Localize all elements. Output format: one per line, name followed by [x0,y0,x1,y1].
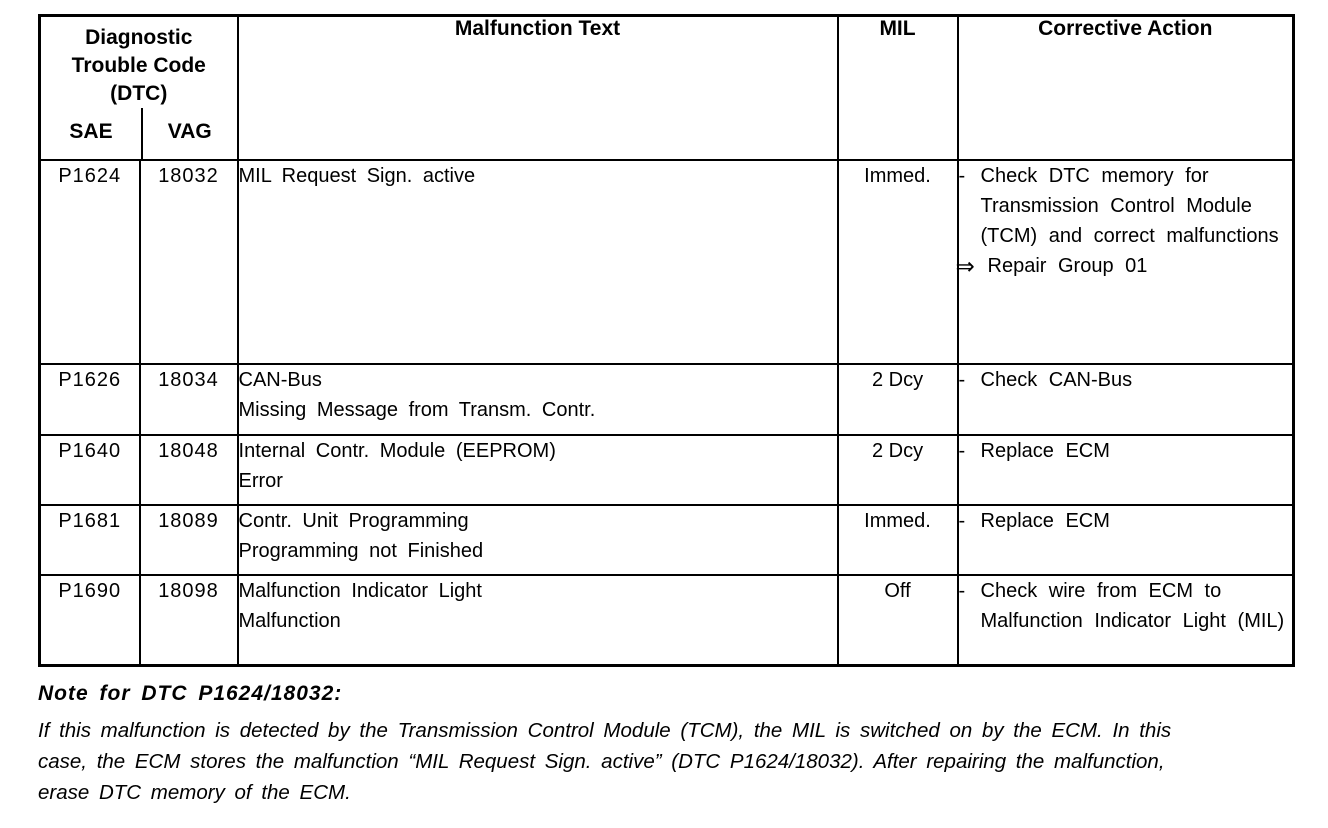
header-cell-corrective-action: Corrective Action [958,16,1294,161]
sae-code: P1640 [40,435,140,505]
corrective-text: Replace ECM [980,440,1110,462]
table-row-p1626 [40,364,1294,435]
dash-bullet: - [958,580,966,602]
table-header-row [40,16,1294,161]
malfunction-text-cell [238,364,838,435]
malfunction-line: Malfunction Indicator Light [238,580,482,602]
malfunction-line: Internal Contr. Module (EEPROM) [238,440,556,462]
dtc-subheaders [41,108,237,159]
repair-group-text: Repair Group 01 [987,255,1148,277]
table-row-p1640 [40,435,1294,505]
vag-code: 18048 [140,435,238,505]
arrow-right-icon: ⇒ [955,253,975,279]
corrective-text: Check DTC memory for Transmission Control Module (TCM) and correct malfunctions [980,165,1279,247]
corrective-action-cell [958,505,1294,575]
note-line: erase DTC memory of the ECM. [38,781,351,804]
corrective-text: Check wire from ECM to Malfunction Indicator Light (MIL) [980,580,1285,632]
malfunction-line: Missing Message from Transm. Contr. [238,399,596,421]
repair-group-reference [956,251,1293,281]
header-cell-mil: MIL [838,16,958,161]
sae-code: P1690 [40,575,140,665]
sae-code: P1624 [40,160,140,364]
note-body [38,715,1300,808]
malfunction-line: Contr. Unit Programming [238,510,469,532]
corrective-dash-item [959,365,1293,395]
table-row-p1690 [40,575,1294,665]
corrective-text: Replace ECM [980,510,1110,532]
sae-code: P1681 [40,505,140,575]
vag-code: 18089 [140,505,238,575]
note-line: case, the ECM stores the malfunction “MIL Request Sign. active” (DTC P1624/18032). After repairing the malfunction, [38,750,1165,773]
dash-bullet: - [958,440,966,462]
header-cell-vag: VAG [141,108,237,159]
dash-bullet: - [958,369,966,391]
corrective-action-cell [958,364,1294,435]
corrective-dash-item [959,161,1293,251]
dash-bullet: - [958,510,966,532]
corrective-action-cell [955,160,1294,364]
header-cell-malfunction-text: Malfunction Text [238,16,838,161]
dash-bullet: - [958,165,966,187]
note-line: If this malfunction is detected by the Transmission Control Module (TCM), the MIL is switched on by the ECM. In this [38,719,1172,742]
corrective-dash-item [959,576,1293,636]
malfunction-text-cell [238,575,838,665]
corrective-dash-item [959,506,1293,536]
mil-status: 2 Dcy [838,435,958,505]
corrective-text: Check CAN-Bus [980,369,1133,391]
table-row-p1624 [40,160,1294,364]
malfunction-line: CAN-Bus [238,369,322,391]
header-cell-dtc [40,16,238,161]
header-cell-sae: SAE [69,120,113,143]
malfunction-text-cell [238,435,838,505]
dtc-table [38,14,1295,667]
malfunction-line: Malfunction [238,610,341,632]
mil-status: Immed. [838,505,958,575]
malfunction-line: MIL Request Sign. active [238,165,476,187]
dtc-title-line: Diagnostic [85,26,193,49]
malfunction-text-cell [238,160,838,364]
dtc-title-line: (DTC) [110,82,168,105]
malfunction-line: Error [238,470,283,492]
vag-code: 18034 [140,364,238,435]
vag-code: 18098 [140,575,238,665]
vag-code: 18032 [140,160,238,364]
dtc-title-line: Trouble Code [71,54,206,77]
malfunction-line: Programming not Finished [238,540,484,562]
mil-status: 2 Dcy [838,364,958,435]
mil-status: Immed. [838,160,958,364]
corrective-dash-item [959,436,1293,466]
table-row-p1681 [40,505,1294,575]
footnote-section [38,682,1300,808]
sae-code: P1626 [40,364,140,435]
mil-status: Off [838,575,958,665]
dtc-column-title [41,17,237,108]
malfunction-text-cell [238,505,838,575]
note-title: Note for DTC P1624/18032: [38,682,343,705]
corrective-action-cell [958,435,1294,505]
corrective-action-cell [958,575,1294,665]
